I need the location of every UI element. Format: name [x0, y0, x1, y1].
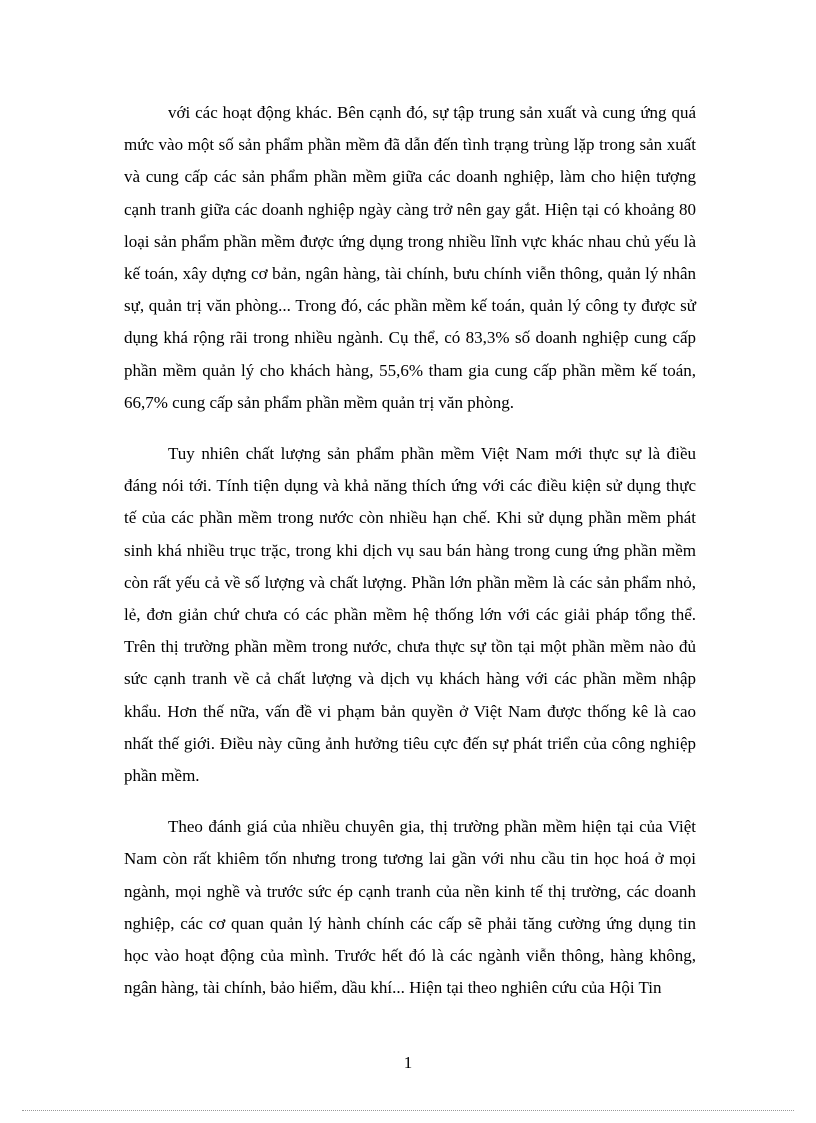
paragraph-2: Tuy nhiên chất lượng sản phẩm phần mềm Việt Nam mới thực sự là điều đáng nói tới. Tính tiện dụng và khả năng thích ứng với các điều kiện sử dụng thực tế của các phần mềm trong nước còn nhiều hạn chế. Khi sử dụng phần mềm phát sinh khá nhiều trục trặc, trong khi dịch vụ sau bán hàng trong cung ứng phần mềm còn rất yếu cả về số lượng và chất lượng. Phần lớn phần mềm là các sản phẩm nhỏ, lẻ, đơn giản chứ chưa có các phần mềm hệ thống lớn với các giải pháp tổng thể. Trên thị trường phần mềm trong nước, chưa thực sự tồn tại một phần mềm nào đủ sức cạnh tranh về cả chất lượng và dịch vụ khách hàng với các phần mềm nhập khẩu. Hơn thế nữa, vấn đề vi phạm bản quyền ở Việt Nam được thống kê là cao nhất thế giới. Điều này cũng ảnh hưởng tiêu cực đến sự phát triển của công nghiệp phần mềm.: [124, 444, 696, 786]
paragraph-1: với các hoạt động khác. Bên cạnh đó, sự tập trung sản xuất và cung ứng quá mức vào một số sản phẩm phần mềm đã dẫn đến tình trạng trùng lặp trong sản xuất và cung cấp các sản phẩm phần mềm giữa các doanh nghiệp, làm cho hiện tượng cạnh tranh giữa các doanh nghiệp ngày càng trở nên gay gắt. Hiện tại có khoảng 80 loại sản phẩm phần mềm được ứng dụng trong nhiều lĩnh vực khác nhau chủ yếu là kế toán, xây dựng cơ bản, ngân hàng, tài chính, bưu chính viễn thông, quản lý nhân sự, quản trị văn phòng... Trong đó, các phần mềm kế toán, quản lý công ty được sử dụng khá rộng rãi trong nhiều ngành. Cụ thể, có 83,3% số doanh nghiệp cung cấp phần mềm quản lý cho khách hàng, 55,6% tham gia cung cấp phần mềm kế toán, 66,7% cung cấp sản phẩm phần mềm quản trị văn phòng.: [124, 103, 696, 412]
page-bottom-divider: [22, 1110, 794, 1111]
page-number: 1: [403, 1053, 413, 1072]
body-text: [124, 97, 696, 1004]
paragraph-3: Theo đánh giá của nhiều chuyên gia, thị trường phần mềm hiện tại của Việt Nam còn rất khiêm tốn nhưng trong tương lai gần với nhu cầu tin học hoá ở mọi ngành, mọi nghề và trước sức ép cạnh tranh của nền kinh tế thị trường, các doanh nghiệp, các cơ quan quản lý hành chính các cấp sẽ phải tăng cường ứng dụng tin học vào hoạt động của mình. Trước hết đó là các ngành viễn thông, hàng không, ngân hàng, tài chính, bảo hiểm, dầu khí... Hiện tại theo nghiên cứu của Hội Tin: [124, 817, 696, 998]
